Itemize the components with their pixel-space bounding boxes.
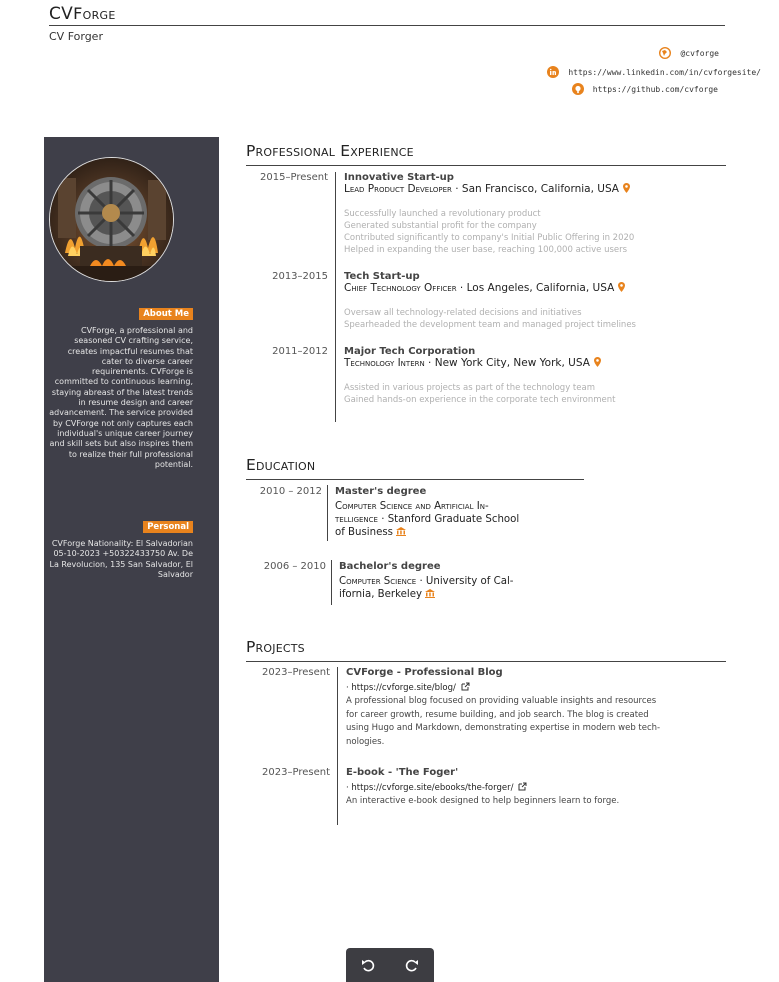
edu-date: 2010 – 2012	[259, 486, 322, 497]
proj-name: CVForge - Professional Blog	[346, 667, 503, 678]
header-rule	[49, 25, 725, 26]
exp-date: 2013–2015	[272, 271, 328, 282]
personal-text: CVForge Nationality: El Salvadorian 05-10-2023 +50322433750 Av. De La Revolucion, 135 San Salvador, El Salvador	[49, 539, 193, 579]
redo-icon	[404, 957, 420, 973]
exp-role: Lead Product Developer · San Francisco, California, USA	[344, 183, 630, 195]
undo-icon	[360, 957, 376, 973]
edu-degree: Bachelor's degree	[339, 561, 441, 572]
exp-role: Chief Technology Officer · Los Angeles, California, USA	[344, 282, 625, 294]
linkedin-icon	[547, 66, 559, 78]
education-timeline	[327, 485, 328, 541]
exp-role: Technology Intern · New York City, New York, USA	[344, 357, 601, 369]
proj-link[interactable]: · https://cvforge.site/blog/	[346, 682, 470, 693]
university-icon	[396, 527, 406, 536]
contact-linkedin[interactable]: https://www.linkedin.com/in/cvforgesite/	[547, 66, 761, 78]
proj-description: A professional blog focused on providing valuable insights and resources for career growth, resume building, and job search. The blog is created using Hugo and Markdown, demonstrating expertise in modern web tech- nologies.	[346, 696, 661, 747]
contact-globe[interactable]: @cvforge	[659, 47, 719, 59]
edu-date: 2006 – 2010	[263, 561, 326, 572]
exp-bullets: Successfully launched a revolutionary product Generated substantial profit for the company Contributed significantly to company's Initial Public Offering in 2020 Helped in expanding the user base, reaching 100,000 active users	[344, 209, 635, 255]
experience-title: Professional Experience	[246, 142, 414, 160]
edu-field: Computer Science and Artificial In- telligence · Stanford Graduate School of Business	[335, 501, 520, 538]
education-rule	[246, 479, 584, 480]
exp-org: Tech Start-up	[344, 271, 420, 282]
brand-title: CVForge	[49, 4, 116, 24]
exp-org: Major Tech Corporation	[344, 346, 476, 357]
about-me-badge: About Me	[139, 308, 193, 320]
projects-timeline	[337, 667, 338, 825]
location-pin-icon	[618, 282, 625, 292]
experience-timeline	[335, 172, 336, 422]
contact-github[interactable]: https://github.com/cvforge	[572, 83, 718, 95]
exp-bullets: Assisted in various projects as part of the technology team Gained hands-on experience in the corporate tech environment	[344, 383, 616, 405]
education-title: Education	[246, 456, 316, 474]
external-link-icon[interactable]	[518, 782, 527, 791]
redo-button[interactable]	[401, 954, 423, 976]
exp-org: Innovative Start-up	[344, 172, 454, 183]
projects-rule	[246, 661, 726, 662]
proj-name: E-book - 'The Foger'	[346, 767, 459, 778]
undo-button[interactable]	[357, 954, 379, 976]
subtitle: CV Forger	[49, 30, 103, 43]
sidebar	[44, 137, 219, 982]
external-link-icon[interactable]	[461, 682, 470, 691]
globe-icon	[659, 47, 671, 59]
location-pin-icon	[623, 183, 630, 193]
location-pin-icon	[594, 357, 601, 367]
personal-badge: Personal	[143, 521, 193, 533]
projects-title: Projects	[246, 638, 305, 656]
education-timeline	[331, 560, 332, 605]
edu-degree: Master's degree	[335, 486, 427, 497]
undo-redo-toolbar	[346, 948, 434, 982]
university-icon	[425, 589, 435, 598]
proj-date: 2023–Present	[262, 667, 330, 678]
avatar	[49, 157, 174, 282]
experience-rule	[246, 165, 726, 166]
exp-bullets: Oversaw all technology-related decisions and initiatives Spearheaded the development team and managed project timelines	[344, 308, 636, 330]
proj-date: 2023–Present	[262, 767, 330, 778]
github-icon	[572, 83, 584, 95]
about-me-text: CVForge, a professional and seasoned CV crafting service, creates impactful resumes that cater to diverse career requirements. CVForge is committed to continuous learning, staying abreast of the latest trends in resume design and career advancement. The service provided by CVForge not only captures each individual's unique career journey and skill sets but also inspires them to realize their full professional potential.	[49, 326, 193, 469]
edu-field: Computer Science · University of Cal- ifornia, Berkeley	[339, 576, 514, 600]
proj-description: An interactive e-book designed to help beginners learn to forge.	[346, 796, 620, 806]
exp-date: 2015–Present	[260, 172, 328, 183]
proj-link[interactable]: · https://cvforge.site/ebooks/the-forger/	[346, 782, 527, 793]
exp-date: 2011–2012	[272, 346, 328, 357]
